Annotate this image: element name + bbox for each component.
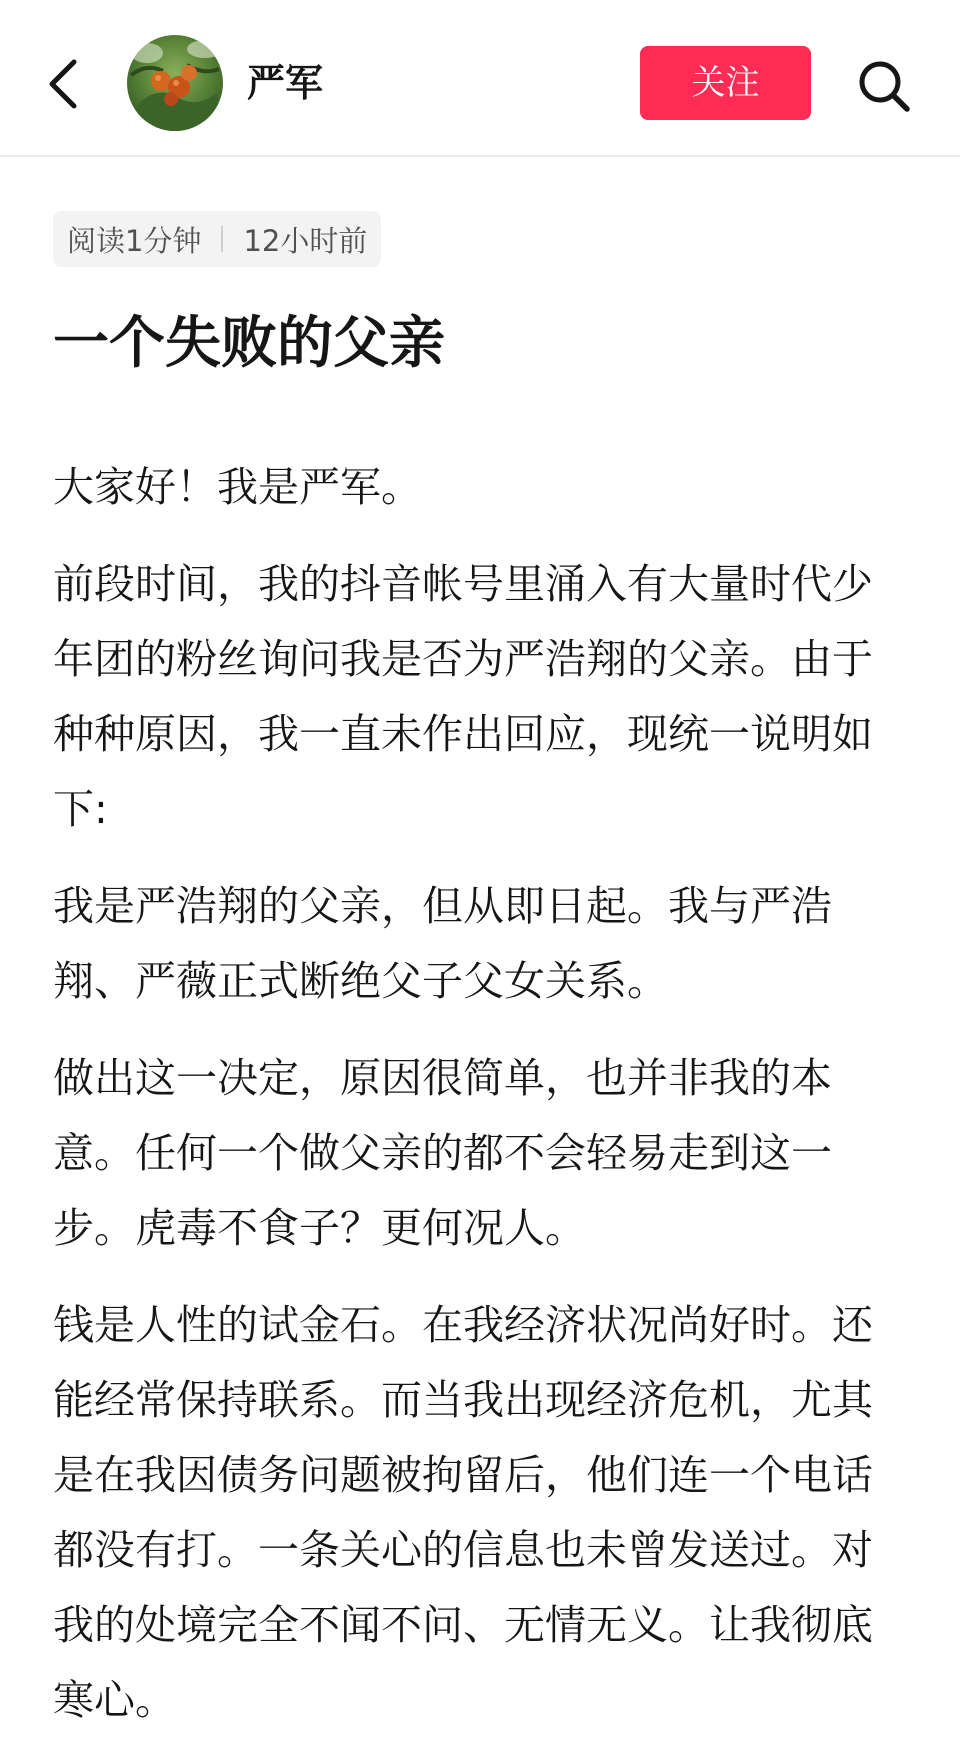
author-avatar[interactable] bbox=[127, 35, 223, 131]
article-title: 一个失败的父亲 bbox=[53, 311, 445, 376]
follow-button[interactable]: 关注 bbox=[640, 46, 811, 120]
chevron-left-icon bbox=[44, 56, 84, 112]
article-body bbox=[53, 450, 913, 1760]
paragraph: 我是严浩翔的父亲，但从即日起。我与严浩翔、严薇正式断绝父子父女关系。 bbox=[53, 882, 832, 1005]
paragraph: 大家好！我是严军。 bbox=[53, 463, 422, 511]
paragraph: 前段时间，我的抖音帐号里涌入有大量时代少年团的粉丝询问我是否为严浩翔的父亲。由于种种原因，我一直未作出回应，现统一说明如下: bbox=[53, 560, 873, 833]
meta-divider bbox=[221, 226, 223, 252]
paragraph: 做出这一决定，原因很简单，也并非我的本意。任何一个做父亲的都不会轻易走到这一步。虎毒不食子？更何况人。 bbox=[53, 1054, 832, 1252]
search-button[interactable] bbox=[852, 54, 916, 118]
top-bar bbox=[0, 0, 960, 157]
posted-time: 12小时前 bbox=[243, 223, 368, 258]
paragraph: 钱是人性的试金石。在我经济状况尚好时。还能经常保持联系。而当我出现经济危机，尤其是在我因债务问题被拘留后，他们连一个电话都没有打。一条关心的信息也未曾发送过。对我的处境完全不闻不问、无情无义。让我彻底寒心。 bbox=[53, 1301, 873, 1724]
back-button[interactable] bbox=[40, 52, 88, 116]
search-icon bbox=[856, 58, 912, 114]
author-name[interactable]: 严军 bbox=[247, 61, 324, 105]
read-time: 阅读1分钟 bbox=[67, 223, 202, 258]
article-meta bbox=[53, 211, 381, 267]
avatar-image bbox=[127, 35, 223, 131]
